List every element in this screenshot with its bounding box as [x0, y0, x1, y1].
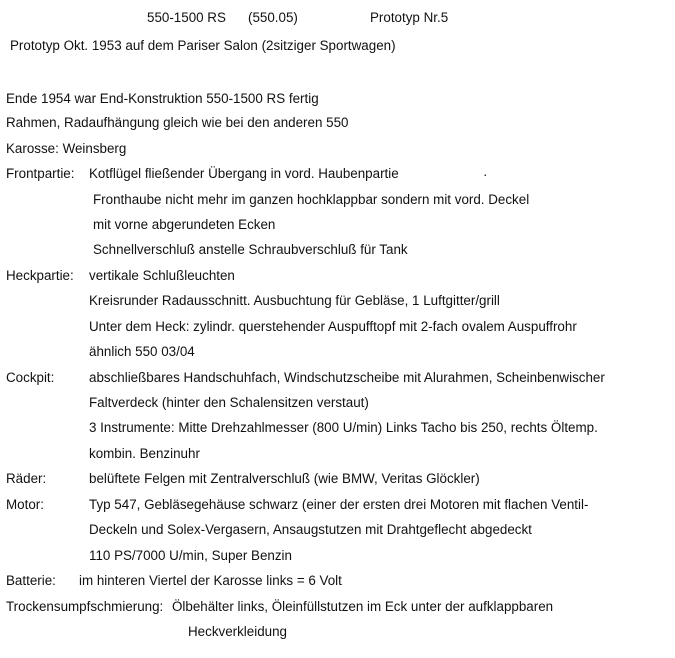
engine-line-2: Deckeln und Solex-Vergasern, Ansaugstutzen mit Drahtgeflecht abgedeckt — [89, 522, 532, 537]
engine-line-3: 110 PS/7000 U/min, Super Benzin — [89, 548, 292, 563]
header-code: (550.05) — [248, 10, 298, 25]
rear-line-2: Kreisrunder Radausschnitt. Ausbuchtung für Gebläse, 1 Luftgitter/grill — [89, 293, 500, 308]
lubrication-line-2: Heckverkleidung — [188, 624, 287, 639]
rear-line-3: Unter dem Heck: zylindr. querstehender Auspufftopf mit 2-fach ovalem Auspuffrohr — [89, 319, 577, 334]
cockpit-label: Cockpit: — [6, 370, 55, 385]
engine-label: Motor: — [6, 497, 44, 512]
cockpit-line-1: abschließbares Handschuhfach, Windschutzscheibe mit Alurahmen, Scheinbenwischer — [89, 370, 605, 385]
rear-label: Heckpartie: — [6, 268, 74, 283]
lubrication-label: Trockensumpfschmierung: — [6, 599, 164, 614]
front-line-3: mit vorne abgerundeten Ecken — [93, 217, 276, 232]
battery-value: im hinteren Viertel der Karosse links = 6 Volt — [79, 573, 342, 588]
header-model: 550-1500 RS — [147, 10, 226, 25]
front-label: Frontpartie: — [6, 166, 75, 181]
wheels-line-1: belüftete Felgen mit Zentralverschluß (wie BMW, Veritas Glöckler) — [89, 471, 480, 486]
cockpit-line-4: kombin. Benzinuhr — [89, 446, 200, 461]
battery-label: Batterie: — [6, 573, 56, 588]
intro-line-1: Ende 1954 war End-Konstruktion 550-1500 RS fertig — [6, 91, 319, 106]
cockpit-line-2: Faltverdeck (hinter den Schalensitzen verstaut) — [89, 395, 369, 410]
engine-line-1: Typ 547, Gebläsegehäuse schwarz (einer der ersten drei Motoren mit flachen Ventil- — [89, 497, 589, 512]
cockpit-line-3: 3 Instrumente: Mitte Drehzahlmesser (800 U/min) Links Tacho bis 250, rechts Öltemp. — [89, 420, 598, 435]
intro-line-3: Karosse: Weinsberg — [6, 141, 127, 156]
intro-line-2: Rahmen, Radaufhängung gleich wie bei den anderen 550 — [6, 115, 349, 130]
speck-mark: · — [483, 167, 488, 182]
header-subtitle: Prototyp Okt. 1953 auf dem Pariser Salon (2sitziger Sportwagen) — [10, 38, 396, 53]
header-prototype: Prototyp Nr.5 — [370, 10, 449, 25]
wheels-label: Räder: — [6, 471, 47, 486]
rear-line-4: ähnlich 550 03/04 — [89, 344, 195, 359]
front-line-1: Kotflügel fließender Übergang in vord. Haubenpartie — [89, 166, 399, 181]
front-line-4: Schnellverschluß anstelle Schraubverschluß für Tank — [93, 242, 408, 257]
lubrication-line-1: Ölbehälter links, Öleinfüllstutzen im Eck unter der aufklappbaren — [172, 599, 554, 614]
front-line-2: Fronthaube nicht mehr im ganzen hochklappbar sondern mit vord. Deckel — [93, 192, 530, 207]
rear-line-1: vertikale Schlußleuchten — [89, 268, 235, 283]
